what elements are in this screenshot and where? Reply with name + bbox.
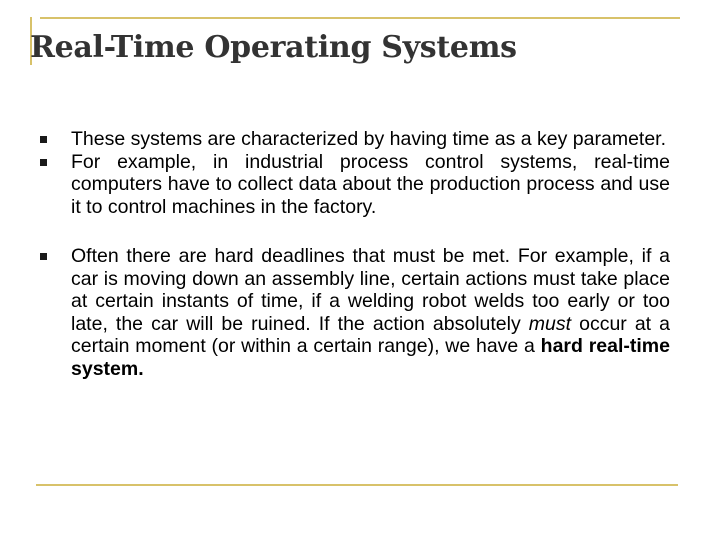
bullet-text: occur at a certain moment (or within a certain range), we have a (71, 312, 670, 357)
square-bullet-icon (40, 136, 47, 143)
bullet-item (40, 245, 670, 380)
bullet-item (40, 128, 670, 151)
bottom-accent-rule (36, 484, 678, 486)
bullet-text: These systems are characterized by having time as a key parameter. (71, 128, 667, 150)
square-bullet-icon (40, 253, 47, 260)
bullet-list (40, 128, 670, 380)
bullet-emphasis: must (528, 312, 572, 335)
bullet-text: Often there are hard deadlines that must be met. For example, if a car is moving down an assembly line, certain actions must take place at certain instants of time, if a welding robot welds too early or too late, the car will be ruined. If the action absolutely (71, 245, 670, 335)
top-accent-rule (40, 17, 680, 19)
square-bullet-icon (40, 159, 47, 166)
bullet-strong: hard real-time system. (71, 335, 670, 380)
bullet-item (40, 151, 670, 219)
slide-title: Real-Time Operating Systems (30, 30, 517, 65)
bullet-text: For example, in industrial process control systems, real-time computers have to collect data about the production process and use it to control machines in the factory. (71, 150, 670, 218)
